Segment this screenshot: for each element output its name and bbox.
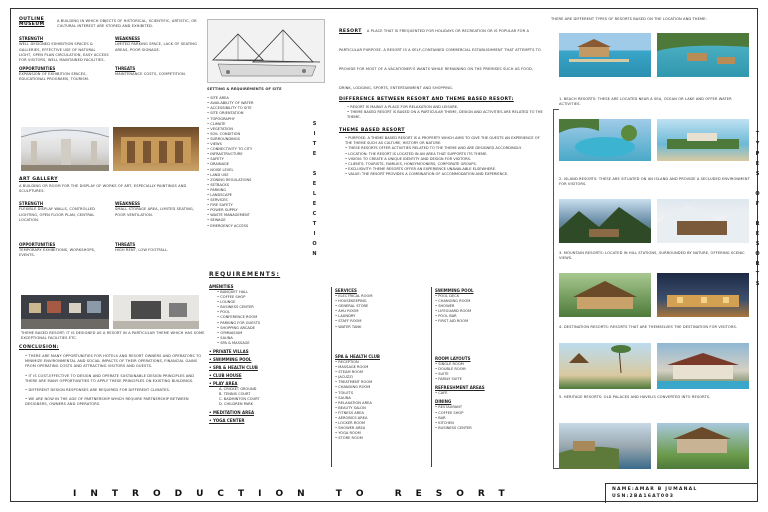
- gallery-weakness-text: SMALL STORAGE AREA, LIMITED SEATING, POOR VENTILATION.: [115, 207, 195, 217]
- service-item: • AHU ROOM: [335, 309, 359, 314]
- museum-heading: MUSEUM: [19, 22, 45, 27]
- requirement-extra-item: • PRIVATE VILLAS: [209, 349, 249, 355]
- gallery-threats-text: HIGH RENT, LOW FOOTFALL.: [115, 248, 169, 253]
- site-requirement-item: • ZONING REGULATIONS: [207, 177, 252, 182]
- site-requirement-item: • FIRE SAFETY: [207, 203, 233, 208]
- dining-title: DINING: [435, 399, 452, 405]
- amenity-item: • PARKING FOR GUESTS: [217, 320, 261, 325]
- types-intro: THERE ARE DIFFERENT TYPES OF RESORTS BASED ON THE LOCATION AND THEME:: [551, 17, 707, 21]
- spa-item: • LOCKER ROOM: [335, 421, 365, 426]
- site-requirement-item: • AVAILABILITY OF WATER: [207, 101, 254, 106]
- museum-strength-title: STRENGTH: [19, 36, 44, 42]
- gallery-room-photo: [21, 295, 109, 329]
- site-requirement-item: • POWER SUPPLY: [207, 208, 238, 213]
- theme-point: • CLIENTS: TOURISTS, FAMILIES, HONEYMOONERS, CORPORATE GROUPS.: [345, 161, 477, 166]
- amenity-item: • SHOPPING ARCADE: [217, 325, 255, 330]
- theme-point: • EXCLUSIVITY: THEME RESORTS OFFER AN EXPERIENCE UNAVAILABLE ELSEWHERE.: [345, 166, 496, 171]
- site-requirements-section: [207, 87, 307, 265]
- conclusion-heading: CONCLUSION:: [19, 345, 59, 350]
- site-selection-vertical-label: S I T E S E L E C T I O N: [312, 121, 318, 257]
- site-requirement-item: • SITE AREA: [207, 96, 229, 101]
- amenity-item: • GYMNASIUM: [217, 330, 243, 335]
- heritage-resort-photo-1: [559, 343, 651, 389]
- spa-item: • AEROBICS AREA: [335, 416, 368, 421]
- spa-item: • YOGA ROOM: [335, 431, 361, 436]
- room-item: • DOUBLE ROOM: [435, 367, 466, 372]
- amenity-item: • COFFEE SHOP: [217, 295, 246, 300]
- island-resort-photo-1: [559, 119, 651, 161]
- site-requirement-item: • PARKING: [207, 187, 227, 192]
- difference-heading: DIFFERENCE BETWEEN RESORT AND THEME BASED RESORT:: [339, 97, 514, 102]
- site-requirement-item: • ACCESSIBILITY TO SITE: [207, 106, 252, 111]
- student-name-box: [605, 483, 758, 503]
- site-requirement-item: • WASTE MANAGEMENT: [207, 213, 250, 218]
- museum-intro: A BUILDING IN WHICH OBJECTS OF HISTORICAL, SCIENTIFIC, ARTISTIC, OR CULTURAL INTEREST ARE STORED AND EXHIBITED.: [57, 19, 197, 29]
- conclusion-point: • DIFFERENT DESIGN RESPONSES ARE REQUIRED FOR DIFFERENT CLIMATES.: [25, 388, 171, 393]
- art-gallery-heading: ART GALLERY: [19, 177, 58, 182]
- type-caption-1: 1. BEACH RESORTS: THESE ARE LOCATED NEAR A SEA, OCEAN OR LAKE AND OFFER WATER ACTIVITIES.: [559, 97, 732, 107]
- site-requirement-item: • LAND USE: [207, 172, 229, 177]
- requirement-extra-item: • SPA & HEALTH CLUB: [209, 365, 258, 371]
- pool-item: • POOL BAR: [435, 314, 457, 319]
- dining-item: • BAR: [435, 415, 446, 420]
- type-caption-2: 2. ISLAND RESORTS: THESE ARE SITUATED ON AN ISLAND AND PROVIDE A SECLUDED ENVIRONMENT FOR VISITORS.: [559, 177, 750, 187]
- room-item: • SUITE: [435, 372, 449, 377]
- refresh-item: • CAFE: [435, 391, 448, 396]
- requirements-divider: [331, 287, 332, 467]
- spa-item: • CHANGING ROOM: [335, 385, 371, 390]
- amenity-item: • LOUNGE: [217, 300, 236, 305]
- pool-section: [435, 285, 535, 345]
- requirement-extra-item: • CLUB HOUSE: [209, 373, 242, 379]
- eco-resort-photo-2: [657, 423, 749, 469]
- sheet-title: INTRODUCTION TO RESORT: [73, 489, 519, 499]
- theme-point: • VISION: TO CREATE A UNIQUE IDENTITY AND DESIGN FOR VISITORS.: [345, 156, 472, 161]
- site-requirement-item: • VEGETATION: [207, 126, 233, 131]
- theme-point: • PURPOSE: A THEME BASED RESORT IS A PROPERTY WHICH AIMS TO GIVE THE GUESTS AN EXPERIENCE OF THE THEME SUCH AS CULTURE, HISTORY OR NATURE.: [345, 136, 540, 146]
- type-caption-3: 3. MOUNTAIN RESORTS: LOCATED IN HILL STATIONS, SURROUNDED BY NATURE, OFFERING SCENIC VIEWS.: [559, 251, 745, 261]
- site-requirement-item: • TOPOGRAPHY: [207, 116, 235, 121]
- student-usn: USN:2BA16AT003: [612, 493, 675, 499]
- requirement-extra-item: • YOGA CENTER: [209, 418, 245, 424]
- dining-item: • BUSINESS CENTER: [435, 425, 472, 430]
- dining-item: • RESTAURANT: [435, 405, 463, 410]
- outline-heading: OUTLINE: [19, 17, 45, 22]
- requirement-extra-item: • MEDITATION AREA: [209, 410, 255, 416]
- rooms-section: [435, 353, 535, 473]
- services-section: [335, 285, 429, 351]
- spa-item: • RECEPTION: [335, 360, 359, 364]
- gallery-opportunities-text: TEMPORARY EXHIBITIONS, WORKSHOPS, EVENTS.: [19, 248, 96, 258]
- student-name: NAME:AMAR B JUMANAL: [612, 487, 698, 492]
- pool-item: • CHANGING ROOM: [435, 299, 471, 304]
- room-item: • FAMILY SUITE: [435, 377, 462, 382]
- type-caption-5: 5. HERITAGE RESORTS: OLD PALACES AND HAVELIS CONVERTED INTO RESORTS.: [559, 395, 711, 399]
- pool-item: • SHOWER: [435, 304, 455, 309]
- service-item: • HOUSEKEEPING: [335, 299, 367, 304]
- spa-item: • JACUZZI: [335, 375, 353, 380]
- mountain-resort-photo-1: [559, 199, 651, 243]
- requirements-divider-2: [431, 287, 432, 467]
- requirement-extra-item: • SWIMMING POOL: [209, 357, 252, 363]
- room-item: • SINGLE ROOM: [435, 362, 464, 366]
- theme-note: THEME BASED RESORT: IT IS DESIGNED AS A RESORT IN A PARTICULAR THEME WHICH HAS SOME EXCEPTIONAL FACILITIES ETC.: [21, 331, 205, 341]
- resort-heading: RESORT: [339, 29, 362, 34]
- beach-resort-photo-1: [559, 33, 651, 77]
- amenity-item: • POOL: [217, 310, 231, 315]
- gallery-hall-photo: [113, 295, 199, 329]
- beach-resort-photo-2: [657, 33, 749, 77]
- destination-resort-photo-1: [559, 273, 651, 317]
- conclusion-point: • THERE ARE MANY OPPORTUNITIES FOR HOTELS AND RESORT OWNERS AND OPERATORS TO MINIMIZE ENVIRONMENTAL AND SOCIAL IMPACTS OF THEIR OPERATIONS, FINANCIAL GAINS FROM OPERATING COSTS AND ATTRACTING VISITORS AND GUESTS.: [25, 354, 202, 369]
- site-requirement-item: • SURROUNDINGS: [207, 136, 240, 141]
- theme-point: • LOCATION: THE RESORT IS LOCATED IN AN AREA THAT SUPPORTS ITS THEME.: [345, 151, 488, 156]
- resort-sketch-image: [207, 19, 325, 83]
- spa-section: [335, 351, 429, 473]
- island-resort-photo-2: [657, 119, 749, 161]
- service-item: • WATER TANK: [335, 324, 362, 329]
- site-requirement-item: • LANDSCAPE: [207, 192, 232, 197]
- amenity-item: • SPA & MASSAGE: [217, 340, 250, 345]
- museum-weakness-title: WEAKNESS: [115, 36, 141, 42]
- conclusion-section: [19, 345, 205, 479]
- spa-item: • TOILETS: [335, 390, 354, 395]
- play-area-item: B. TENNIS COURT: [219, 392, 251, 397]
- art-gallery-intro: A BUILDING OR ROOM FOR THE DISPLAY OF WORKS OF ART, ESPECIALLY PAINTINGS AND SCULPTURES.: [19, 184, 187, 194]
- theme-point: • VALUE: THE RESORT PROVIDES A COMBINATION OF ACCOMMODATION AND EXPERIENCE.: [345, 171, 509, 176]
- play-area-item: A. CRICKET GROUND: [219, 387, 257, 392]
- spa-item: • RELAXATION AREA: [335, 400, 372, 405]
- site-requirement-item: • SERVICES: [207, 198, 228, 203]
- services-title: SERVICES: [335, 288, 357, 293]
- site-requirement-item: • NOISE LEVEL: [207, 167, 234, 172]
- spa-item: • BEAUTY SALON: [335, 405, 366, 410]
- spa-title: SPA & HEALTH CLUB: [335, 354, 380, 359]
- museum-exterior-photo: [113, 127, 199, 171]
- pool-item: • POOL DECK: [435, 294, 460, 298]
- museum-strength-text: WELL DESIGNED EXHIBITION SPACES & GALLERIES, EFFECTIVE USE OF NATURAL LIGHT, OPEN PLAN CIRCULATION, EASY ACCESS FOR VISITORS, WELL MAINTAINED FACILITIES.: [19, 42, 109, 63]
- spa-item: • STORE ROOM: [335, 436, 363, 441]
- gallery-threats-title: THREATS: [115, 242, 136, 248]
- museum-weakness-text: LIMITED PARKING SPACE, LACK OF SEATING AREAS, POOR SIGNAGE.: [115, 42, 197, 52]
- requirement-extra-item: • PLAY AREA: [209, 381, 238, 387]
- play-area-item: C. BADMINTON COURT: [219, 397, 260, 402]
- service-item: • GENERAL STORE: [335, 304, 369, 309]
- service-item: • LAUNDRY: [335, 314, 356, 319]
- spa-item: • TREATMENT ROOM: [335, 380, 373, 385]
- site-requirements-heading: SETTING & REQUIREMENTS OF SITE: [207, 87, 282, 91]
- gallery-strength-title: STRENGTH: [19, 201, 44, 207]
- amenities-title: AMENITIES: [209, 284, 234, 289]
- types-bracket: [553, 109, 559, 469]
- museum-opportunities-title: OPPORTUNITIES: [19, 66, 56, 72]
- pool-item: • FIRST AID ROOM: [435, 319, 469, 324]
- amenity-item: • SAUNA: [217, 335, 233, 340]
- spa-item: • MASSAGE ROOM: [335, 365, 369, 370]
- art-gallery-section: [19, 177, 205, 295]
- types-vertical-label: T Y P E S O F R E S O R T S: [755, 131, 761, 287]
- site-requirement-item: • EMERGENCY ACCESS: [207, 223, 249, 228]
- conclusion-point: • WE ARE NOW IN THE AGE OF PARTNERSHIP WHICH REQUIRE PARTNERSHIP BETWEEN DESIGNERS, OWNERS AND OPERATORS.: [25, 397, 189, 407]
- site-requirement-item: • VIEWS: [207, 142, 222, 147]
- gallery-opportunities-title: OPPORTUNITIES: [19, 242, 56, 248]
- site-requirement-item: • SAFETY: [207, 157, 224, 162]
- dining-item: • COFFEE SHOP: [435, 410, 464, 415]
- mountain-resort-photo-2: [657, 199, 749, 243]
- museum-opportunities-text: EXPANSION OF EXHIBITION SPACES, EDUCATIONAL PROGRAMS, TOURISM.: [19, 72, 90, 82]
- spa-item: • SAUNA: [335, 395, 351, 400]
- site-requirement-item: • INFRASTRUCTURE: [207, 152, 243, 157]
- amenity-item: • BUSINESS CENTER: [217, 305, 254, 310]
- theme-resort-heading: THEME BASED RESORT: [339, 128, 405, 134]
- resort-intro: A PLACE THAT IS FREQUENTED FOR HOLIDAYS OR RECREATION OR IS POPULAR FOR A PARTICULAR PURPOSE. A RESORT IS A SELF-CONTAINED COMMERCIAL ESTABLISHMENT THAT ATTEMPTS TO PROVIDE FOR MOST OF A VACATIONER'S WANTS WHILE REMAINING ON THE PREMISES SUCH AS FOOD, DRINK, LODGING, SPORTS, ENTERTAINMENT AND SHOPPING.: [339, 29, 541, 90]
- site-requirement-item: • SITE ORIENTATION: [207, 111, 244, 116]
- difference-point: • RESORT IS MAINLY A PLACE FOR RELAXATION AND LEISURE.: [347, 105, 459, 109]
- amenity-item: • BANQUET HALL: [217, 290, 249, 294]
- heritage-resort-photo-2: [657, 343, 749, 389]
- spa-item: • FITNESS AREA: [335, 410, 364, 415]
- museum-interior-photo: [21, 127, 109, 171]
- service-item: • ELECTRICAL ROOM: [335, 294, 373, 298]
- gallery-weakness-title: WEAKNESS: [115, 201, 141, 207]
- site-requirement-item: • SOIL CONDITION: [207, 131, 241, 136]
- spa-item: • STEAM ROOM: [335, 370, 363, 375]
- museum-section: [19, 17, 205, 127]
- conclusion-point: • IT IS COST-EFFECTIVE TO DESIGN AND OPERATE SUSTAINABLE DESIGN PRINCIPLES AND THERE ARE MANY OPPORTUNITIES TO APPLY THESE PRINCIPLES ON EXISTING BUILDINGS.: [25, 373, 195, 383]
- difference-point: • THEME BASED RESORT IS BASED ON A PARTICULAR THEME, DESIGN AND ACTIVITIES ARE RELATED TO THE THEME.: [347, 110, 543, 120]
- site-requirement-item: • SEWAGE: [207, 218, 226, 223]
- play-area-item: D. CHILDREN PARK: [219, 402, 253, 407]
- amenities-section: [209, 281, 305, 471]
- museum-threats-title: THREATS: [115, 66, 136, 72]
- gallery-strength-text: FLEXIBLE DISPLAY WALLS, CONTROLLED LIGHTING, OPEN FLOOR PLAN, CENTRAL LOCATION.: [19, 207, 95, 222]
- eco-resort-photo-1: [559, 423, 651, 469]
- refresh-title: REFRESHMENT AREAS: [435, 385, 485, 391]
- theme-point: • THESE RESORTS OFFER ACTIVITIES RELATED TO THE THEME AND ARE DESIGNED ACCORDINGLY.: [345, 146, 522, 151]
- pool-item: • LIFEGUARD ROOM: [435, 309, 472, 314]
- site-requirement-item: • CLIMATE: [207, 121, 226, 126]
- type-caption-4: 4. DESTINATION RESORTS: RESORTS THAT ARE THEMSELVES THE DESTINATION FOR VISITORS.: [559, 325, 738, 329]
- resort-section: [339, 17, 545, 269]
- site-requirement-item: • CONNECTIVITY TO CITY: [207, 147, 253, 152]
- room-title: ROOM LAYOUTS: [435, 356, 471, 361]
- amenity-item: • CONFERENCE ROOM: [217, 315, 258, 320]
- presentation-sheet: [10, 8, 761, 502]
- sheet-title-bar: [11, 483, 601, 503]
- requirements-heading: REQUIREMENTS:: [209, 271, 281, 278]
- site-requirement-item: • SETBACKS: [207, 182, 230, 187]
- site-requirement-item: • DRAINAGE: [207, 162, 230, 167]
- spa-item: • SHOWER AREA: [335, 426, 366, 431]
- dining-item: • KITCHEN: [435, 420, 454, 425]
- destination-resort-photo-2: [657, 273, 749, 317]
- pool-title: SWIMMING POOL: [435, 288, 474, 293]
- museum-threats-text: MAINTENANCE COSTS, COMPETITION.: [115, 72, 187, 77]
- service-item: • STAFF ROOM: [335, 319, 362, 324]
